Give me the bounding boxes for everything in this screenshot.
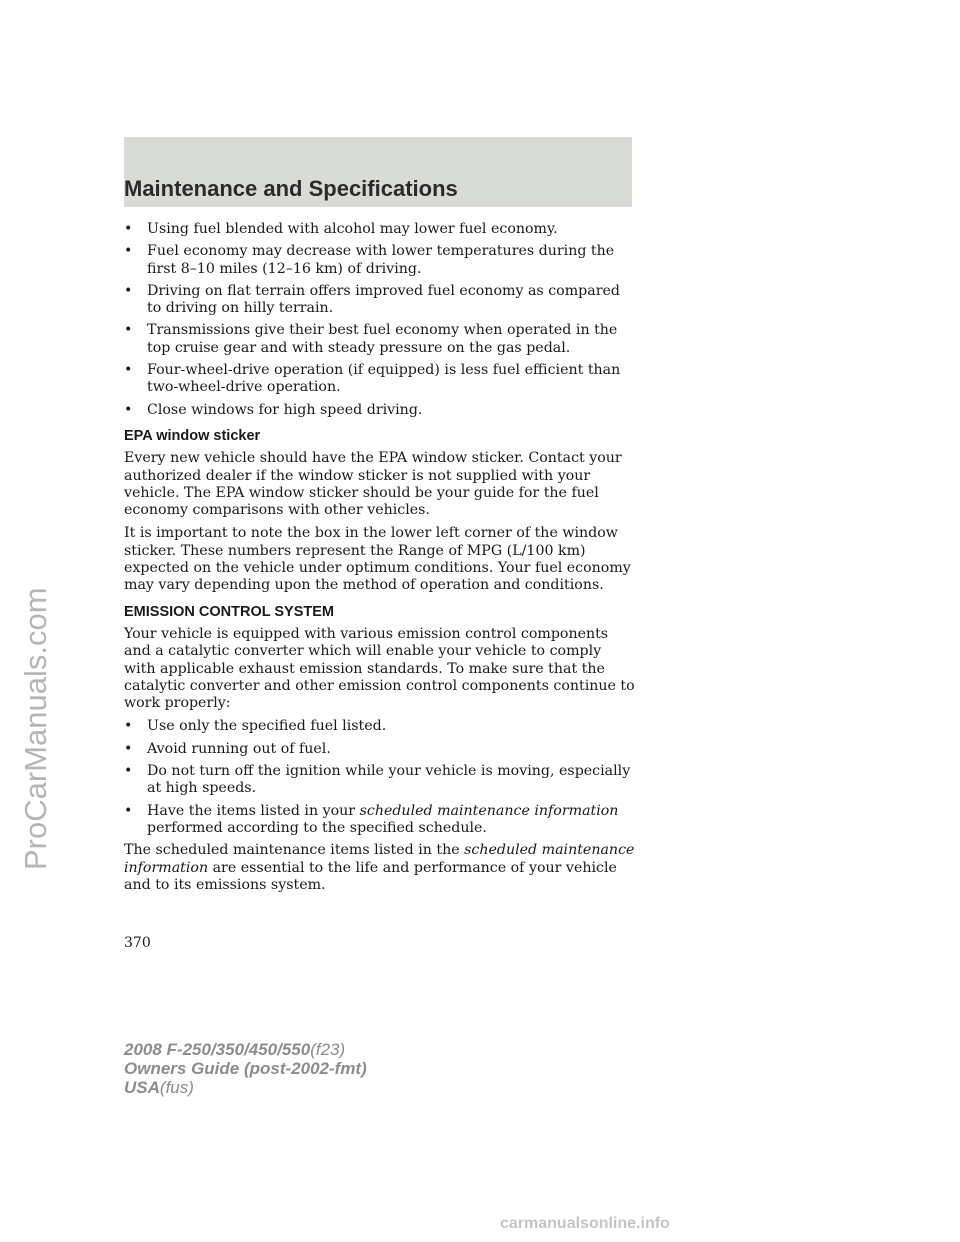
bullet-icon: • bbox=[124, 221, 133, 237]
epa-heading: EPA window sticker bbox=[124, 427, 261, 444]
market-line: USA bbox=[124, 1078, 160, 1097]
emission-list bbox=[124, 718, 636, 837]
maintenance-reference: scheduled maintenance information bbox=[124, 842, 635, 876]
fuel-economy-list bbox=[124, 221, 636, 419]
page-content bbox=[124, 221, 636, 900]
bullet-icon: • bbox=[124, 718, 133, 735]
side-watermark: ProCarManuals.com bbox=[18, 587, 53, 870]
list-item: • Transmissions give their best fuel economy when operated in the top cruise gear and with steady pressure on the gas pedal. bbox=[124, 322, 618, 356]
list-item: • Have the items listed in your scheduled maintenance information performed according to the specified schedule. bbox=[124, 802, 619, 836]
list-item: • Fuel economy may decrease with lower temperatures during the first 8–10 miles (12–16 km) of driving. bbox=[124, 243, 615, 277]
guide-line: Owners Guide (post-2002-fmt) bbox=[124, 1059, 367, 1078]
bullet-icon: • bbox=[124, 740, 133, 757]
section-title: Maintenance and Specifications bbox=[124, 176, 458, 201]
epa-paragraph-1: Every new vehicle should have the EPA window sticker. Contact your authorized dealer if the window sticker is not supplied with your vehicle. The EPA window sticker should be your guide for the fuel economy comparisons with other vehicles. bbox=[124, 450, 622, 519]
market-code: (fus) bbox=[159, 1078, 194, 1097]
bullet-icon: • bbox=[124, 322, 133, 339]
list-item: • Use only the specified fuel listed. bbox=[124, 718, 387, 735]
maintenance-reference: scheduled maintenance information bbox=[359, 802, 619, 819]
emission-paragraph: Your vehicle is equipped with various emission control components and a catalytic converter which will enable your vehicle to comply with applicable exhaust emission standards. To make sure that the catalytic converter and other emission control components continue to work properly: bbox=[124, 625, 635, 712]
model-line: 2008 F-250/350/450/550 bbox=[124, 1040, 311, 1059]
list-item: • Avoid running out of fuel. bbox=[124, 740, 331, 757]
list-item: • Do not turn off the ignition while your vehicle is moving, especially at high speeds. bbox=[124, 763, 631, 797]
epa-paragraph-2: It is important to note the box in the lower left corner of the window sticker. These numbers represent the Range of MPG (L/100 km) expected on the vehicle under optimum conditions. Your fuel economy may vary depending upon the method of operation and conditions. bbox=[124, 525, 631, 594]
document-footer bbox=[124, 1040, 367, 1097]
model-code: (f23) bbox=[310, 1040, 346, 1059]
closing-paragraph: The scheduled maintenance items listed in the scheduled maintenance information are essential to the life and performance of your vehicle and to its emissions system. bbox=[124, 842, 635, 893]
list-item: • Four-wheel-drive operation (if equipped) is less fuel efficient than two-wheel-drive operation. bbox=[124, 362, 621, 396]
list-item: • Using fuel blended with alcohol may lower fuel economy. bbox=[124, 221, 558, 237]
bullet-icon: • bbox=[124, 802, 133, 819]
emission-heading: EMISSION CONTROL SYSTEM bbox=[124, 603, 335, 620]
page-number: 370 bbox=[124, 935, 151, 951]
list-item: • Close windows for high speed driving. bbox=[124, 401, 423, 418]
bullet-icon: • bbox=[124, 243, 133, 260]
bullet-icon: • bbox=[124, 401, 133, 418]
bullet-icon: • bbox=[124, 282, 133, 299]
bullet-icon: • bbox=[124, 763, 133, 780]
bullet-icon: • bbox=[124, 362, 133, 379]
list-item: • Driving on flat terrain offers improved fuel economy as compared to driving on hilly terrain. bbox=[124, 282, 620, 317]
bottom-watermark: carmanualsonline.info bbox=[500, 1215, 670, 1232]
